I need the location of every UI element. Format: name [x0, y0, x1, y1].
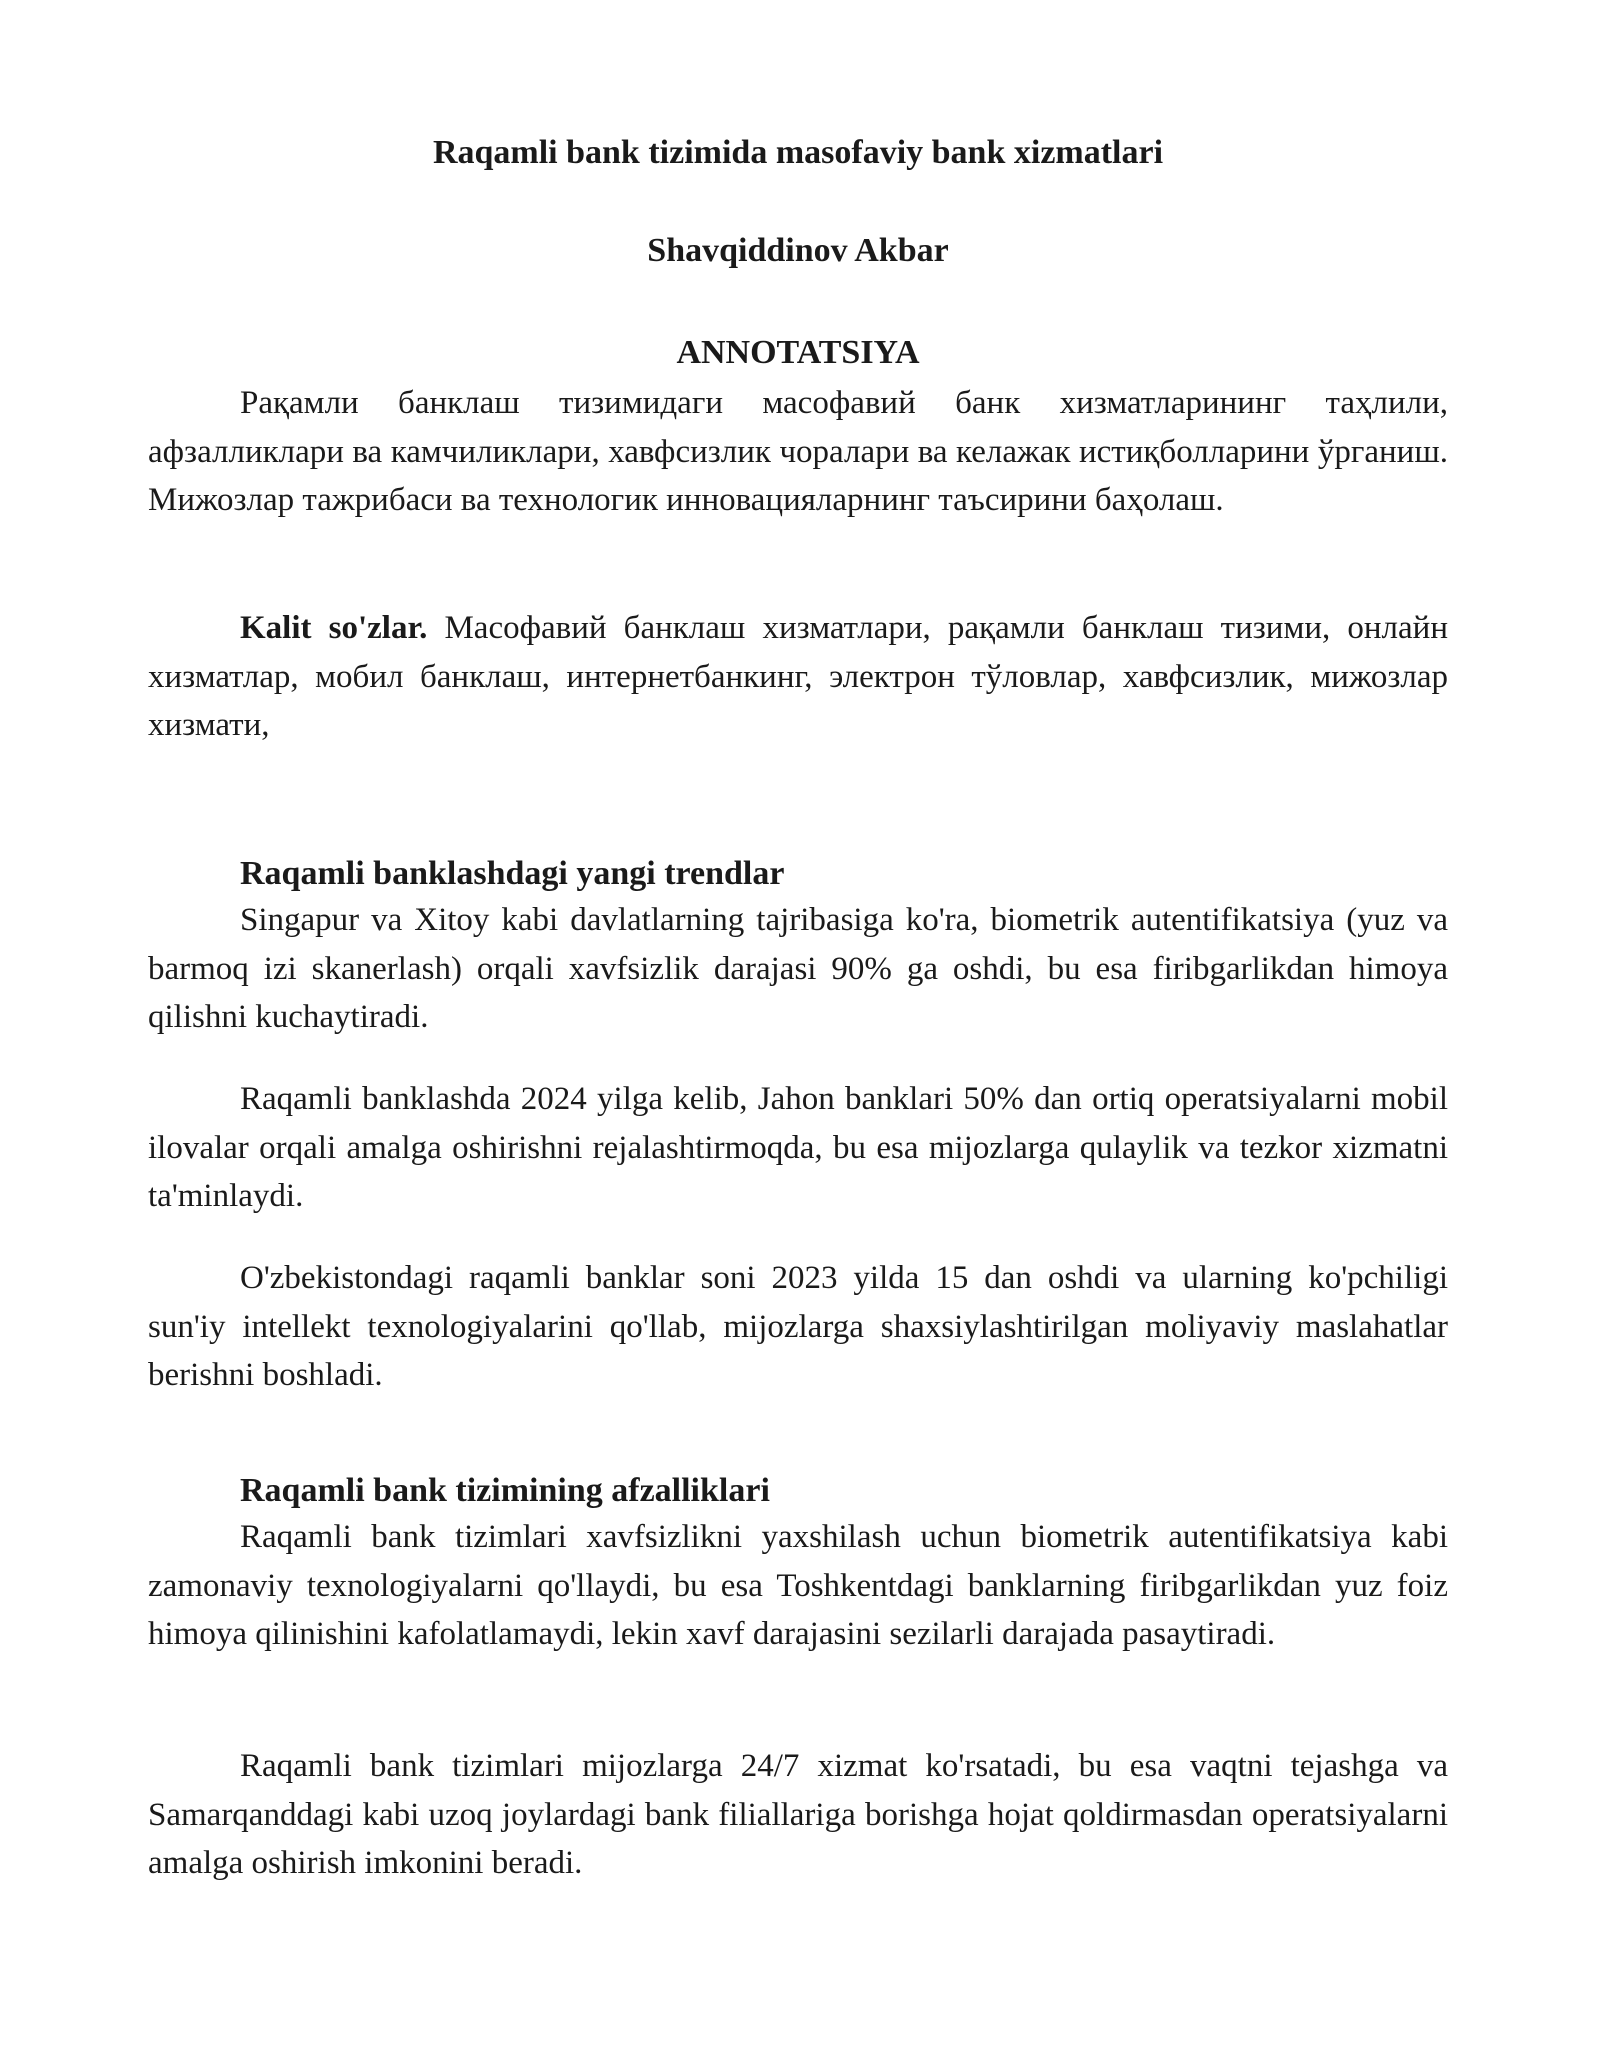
section-heading-advantages: Raqamli bank tizimining afzalliklari: [240, 1472, 770, 1509]
section-heading-trends: Raqamli banklashdagi yangi trendlar: [240, 855, 785, 892]
document-page: [148, 0, 1448, 2070]
section-trends-paragraph-3: O'zbekistondagi raqamli banklar soni 2023 yilda 15 dan oshdi va ularning ko'pchiligi sun'iy intellekt texnologiyalarini qo'llab, mijozlarga shaxsiylashtirilgan moliyaviy maslahatlar berishni boshladi.: [148, 1260, 1448, 1393]
keywords-text: Масофавий банклаш хизматлари, рақамли банклаш тизими, онлайн хизматлар, мобил банклаш, интернетбанкинг, электрон тўловлар, хавфсизлик, мижозлар хизмати,: [148, 610, 1448, 743]
keywords-label: Kalit so'zlar.: [240, 610, 428, 646]
abstract-heading: ANNOTATSIYA: [676, 334, 920, 371]
keywords-paragraph: [148, 604, 1448, 750]
section-trends-paragraph-2: Raqamli banklashda 2024 yilga kelib, Jahon banklari 50% dan ortiq operatsiyalarni mobil ilovalar orqali amalga oshirishni rejalashtirmoqda, bu esa mijozlarga qulaylik va tezkor xizmatni ta'minlaydi.: [148, 1081, 1448, 1214]
section-advantages-paragraph-2: Raqamli bank tizimlari mijozlarga 24/7 xizmat ko'rsatadi, bu esa vaqtni tejashga va Samarqanddagi kabi uzoq joylardagi bank filiallariga borishga hojat qoldirmasdan operatsiyalarni amalga oshirish imkonini beradi.: [148, 1748, 1448, 1881]
document-title: Raqamli bank tizimida masofaviy bank xizmatlari: [432, 134, 1164, 171]
author-name: Shavqiddinov Akbar: [647, 232, 949, 269]
section-advantages-paragraph-1: Raqamli bank tizimlari xavfsizlikni yaxshilash uchun biometrik autentifikatsiya kabi zamonaviy texnologiyalarni qo'llaydi, bu esa Toshkentdagi banklarning firibgarlikdan yuz foiz himoya qilinishini kafolatlamaydi, lekin xavf darajasini sezilarli darajada pasaytiradi.: [148, 1519, 1448, 1652]
abstract-text: Рақамли банклаш тизимидаги масофавий банк хизматларининг таҳлили, афзалликлари ва камчиликлари, хавфсизлик чоралари ва келажак истиқболларини ўрганиш. Мижозлар тажрибаси ва технологик инновацияларнинг таъсирини баҳолаш.: [148, 385, 1448, 518]
section-trends-paragraph-1: Singapur va Xitoy kabi davlatlarning tajribasiga ko'ra, biometrik autentifikatsiya (yuz va barmoq izi skanerlash) orqali xavfsizlik darajasi 90% ga oshdi, bu esa firibgarlikdan himoya qilishni kuchaytiradi.: [148, 902, 1448, 1035]
